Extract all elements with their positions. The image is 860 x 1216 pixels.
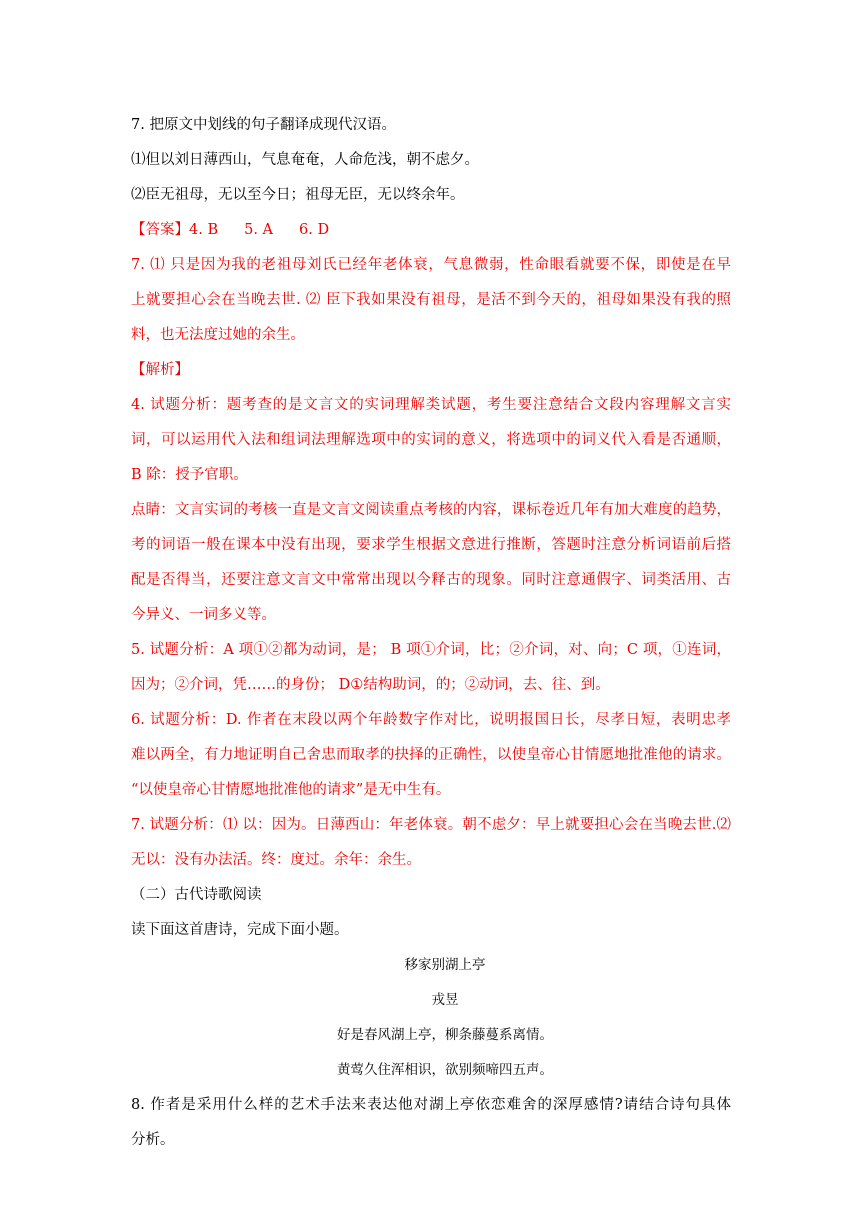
analysis-q4-line: 4. 试题分析：题考查的是文言文的实词理解类试题，考生要注意结合文段内容理解文言实 <box>131 397 731 413</box>
poem-line-2: 黄莺久住浑相识，欲别频啼四五声。 <box>337 1062 553 1078</box>
answer-5: 5. A <box>244 222 274 238</box>
analysis-q7-line: 7. 试题分析：⑴ 以：因为。日薄西山：年老体衰。朝不虑夕：早上就要担心会在当晚去世.⑵ <box>131 817 731 833</box>
analysis-tip-line: 今异义、一词多义等。 <box>131 607 276 623</box>
q8-line: 8. 作者是采用什么样的艺术手法来表达他对湖上亭依恋难舍的深厚感情?请结合诗句具体 <box>131 1097 731 1113</box>
analysis-q5-line: 因为；②介词，凭……的身份； D①结构助词，的；②动词，去、往、到。 <box>131 677 610 693</box>
analysis-q7-line: 无以：没有办法活。终：度过。余年：余生。 <box>131 852 421 868</box>
answer-7-line: 料，也无法度过她的余生。 <box>131 327 305 343</box>
answer-line <box>131 213 731 248</box>
poem-author: 戎昱 <box>431 992 459 1008</box>
answer-4: 4. B <box>189 222 219 238</box>
analysis-tip-line: 配是否得当，还要注意文言文中常常出现以今释古的现象。同时注意通假字、词类活用、古 <box>131 572 731 588</box>
analysis-label: 【解析】 <box>131 362 189 378</box>
analysis-tip-line: 考的词语一般在课本中没有出现，要求学生根据文意进行推断，答题时注意分析词语前后搭 <box>131 537 731 553</box>
answer-6: 6. D <box>299 222 330 238</box>
q7-item-2: ⑵臣无祖母，无以至今日；祖母无臣，无以终余年。 <box>131 187 465 203</box>
analysis-q4-line: 词，可以运用代入法和组词法理解选项中的实词的意义，将选项中的词义代入看是否通顺， <box>131 432 731 448</box>
section-instruction: 读下面这首唐诗，完成下面小题。 <box>131 922 349 938</box>
analysis-q5-line: 5. 试题分析：A 项①②都为动词，是； B 项①介词，比；②介词，对、向；C 项，①连词， <box>131 642 731 658</box>
q8-line: 分析。 <box>131 1132 175 1148</box>
analysis-q6-line: 6. 试题分析：D. 作者在末段以两个年龄数字作对比，说明报国日长，尽孝日短，表明忠孝 <box>131 712 731 728</box>
analysis-q6-line: “以使皇帝心甘情愿地批准他的请求”是无中生有。 <box>131 782 451 798</box>
page-content <box>131 108 731 1158</box>
section-heading: （二）古代诗歌阅读 <box>131 887 262 903</box>
answer-7-line: 上就要担心会在当晚去世. ⑵ 臣下我如果没有祖母，是活不到今天的，祖母如果没有我的照 <box>131 292 731 308</box>
analysis-tip-line: 点睛：文言实词的考核一直是文言文阅读重点考核的内容，课标卷近几年有加大难度的趋势， <box>131 502 731 518</box>
q7-title: 7. 把原文中划线的句子翻译成现代汉语。 <box>131 117 396 133</box>
analysis-q6-line: 难以两全，有力地证明自己舍忠而取孝的抉择的正确性，以使皇帝心甘情愿地批准他的请求。 <box>131 747 731 763</box>
answer-7-line: 7. ⑴ 只是因为我的老祖母刘氏已经年老体衰，气息微弱，性命眼看就要不保，即使是在早 <box>131 257 731 273</box>
answer-label: 【答案】 <box>131 222 189 238</box>
q7-item-1: ⑴但以刘日薄西山，气息奄奄，人命危浅，朝不虑夕。 <box>131 152 479 168</box>
analysis-q4-line: B 除：授予官职。 <box>131 467 248 483</box>
poem-title: 移家别湖上亭 <box>404 957 486 973</box>
poem-line-1: 好是春风湖上亭，柳条藤蔓系离情。 <box>337 1027 553 1043</box>
